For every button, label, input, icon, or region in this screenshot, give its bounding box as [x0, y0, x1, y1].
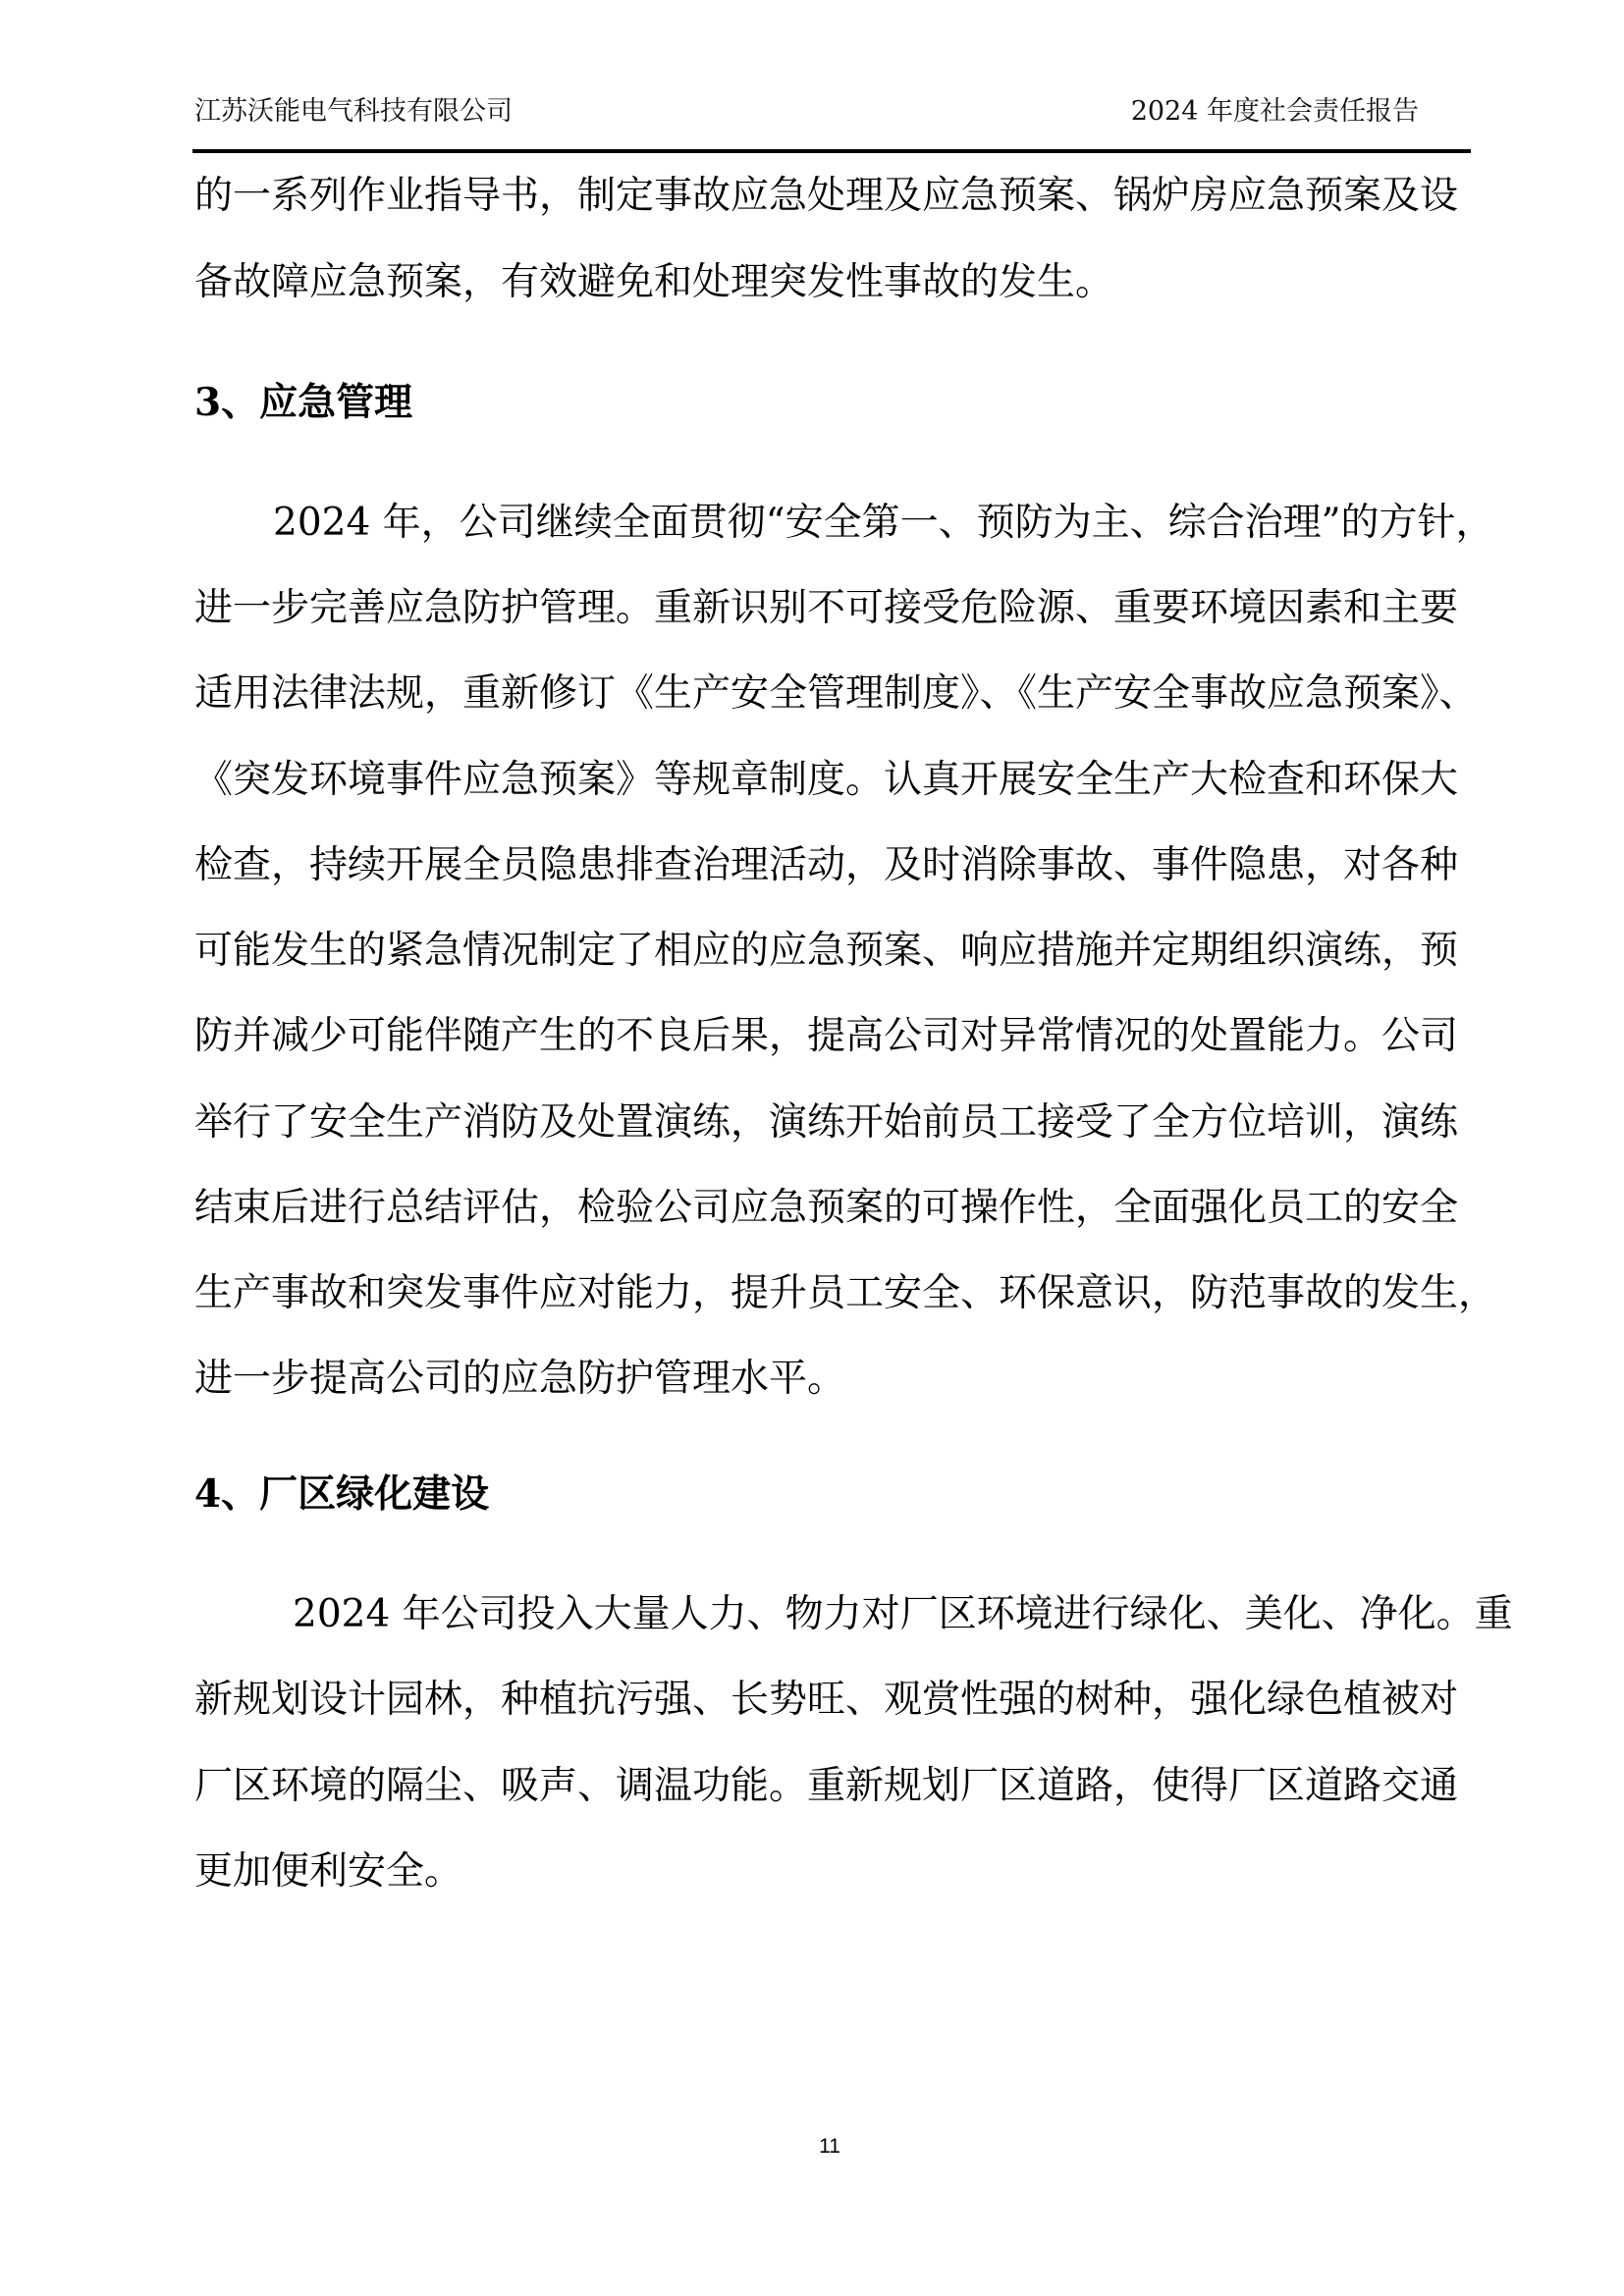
paragraph-line: 适用法律法规，重新修订《生产安全管理制度》、《生产安全事故应急预案》、: [194, 671, 1478, 716]
header-divider: [192, 149, 1471, 153]
paragraph-line: 进一步完善应急防护管理。重新识别不可接受危险源、重要环境因素和主要: [194, 586, 1459, 630]
paragraph-line: 结束后进行总结评估，检验公司应急预案的可操作性，全面强化员工的安全: [194, 1186, 1459, 1230]
paragraph-line: 举行了安全生产消防及处置演练，演练开始前员工接受了全方位培训，演练: [194, 1100, 1459, 1145]
paragraph-line: 《突发环境事件应急预案》等规章制度。认真开展安全生产大检查和环保大: [194, 758, 1459, 802]
header-report-title: 2024 年度社会责任报告: [1130, 96, 1419, 127]
header-company-name: 江苏沃能电气科技有限公司: [194, 96, 513, 127]
paragraph-line: 检查，持续开展全员隐患排查治理活动，及时消除事故、事件隐患，对各种: [194, 843, 1459, 887]
paragraph-line: 生产事故和突发事件应对能力，提升员工安全、环保意识，防范事故的发生，: [194, 1271, 1497, 1315]
paragraph-line: 2024 年公司投入大量人力、物力对厂区环境进行绿化、美化、净化。重: [293, 1592, 1513, 1636]
section-heading-emergency-management: 3、应急管理: [194, 380, 413, 425]
paragraph-line: 更加便利安全。: [194, 1849, 463, 1894]
paragraph-line: 可能发生的紧急情况制定了相应的应急预案、响应措施并定期组织演练，预: [194, 929, 1459, 973]
paragraph-line: 2024 年，公司继续全面贯彻“安全第一、预防为主、综合治理”的方针，: [273, 501, 1494, 545]
paragraph-line: 备故障应急预案，有效避免和处理突发性事故的发生。: [194, 260, 1114, 304]
page-number: 11: [819, 2135, 840, 2158]
paragraph-line: 进一步提高公司的应急防护管理水平。: [194, 1357, 846, 1401]
paragraph-line: 厂区环境的隔尘、吸声、调温功能。重新规划厂区道路，使得厂区道路交通: [194, 1764, 1459, 1808]
paragraph-line: 新规划设计园林，种植抗污强、长势旺、观赏性强的树种，强化绿色植被对: [194, 1678, 1459, 1722]
section-heading-greening: 4、厂区绿化建设: [194, 1471, 490, 1517]
paragraph-line: 防并减少可能伴随产生的不良后果，提高公司对异常情况的处置能力。公司: [194, 1014, 1459, 1058]
paragraph-line: 的一系列作业指导书，制定事故应急处理及应急预案、锅炉房应急预案及设: [194, 174, 1459, 218]
